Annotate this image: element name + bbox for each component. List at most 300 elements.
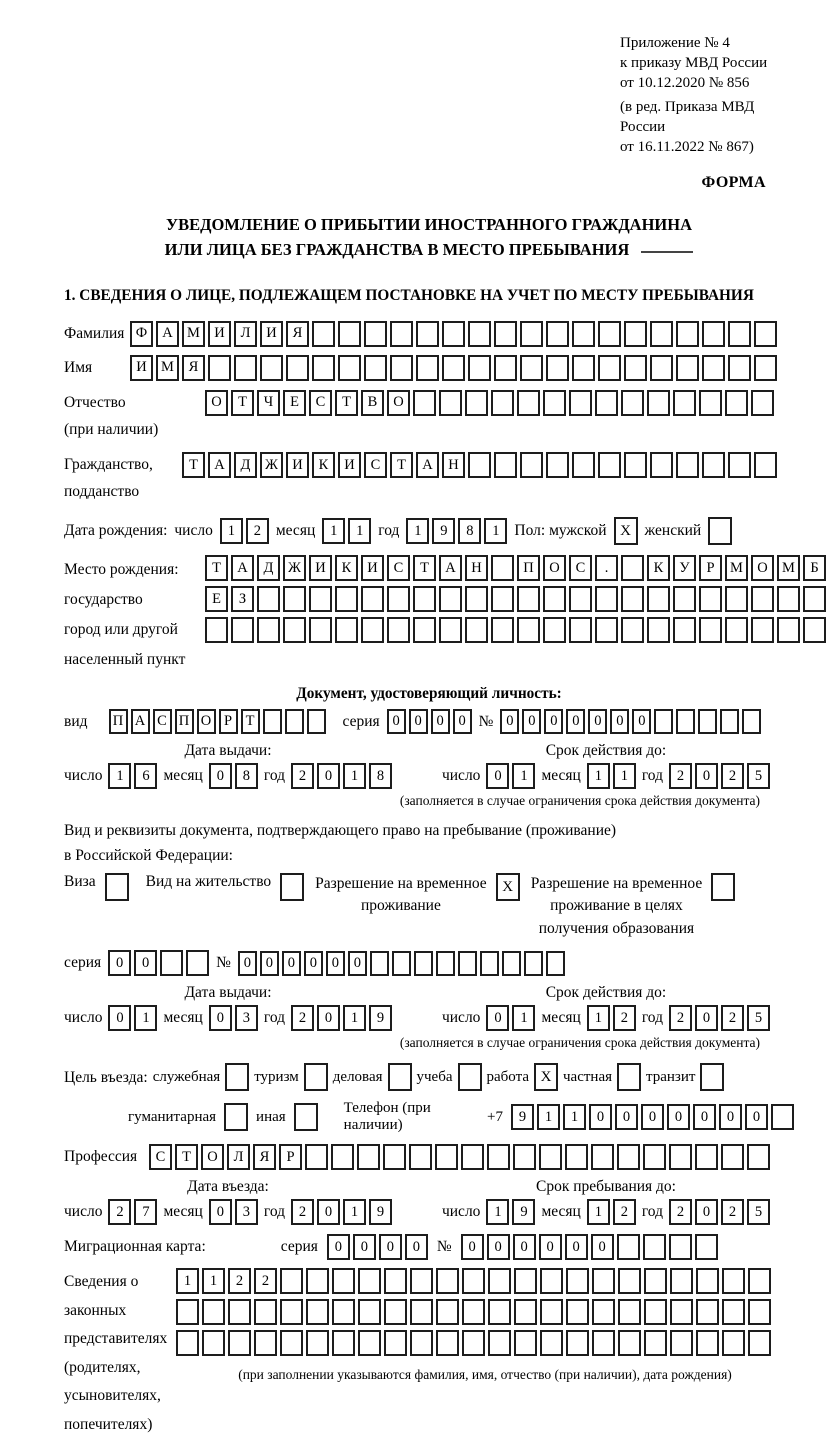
doc-number-cell[interactable]: 0 xyxy=(522,709,541,734)
date-cell[interactable]: 9 xyxy=(512,1199,535,1225)
date-cell[interactable]: 2 xyxy=(291,1005,314,1031)
given-name-cell[interactable] xyxy=(520,355,543,381)
date-cell[interactable]: 2 xyxy=(669,1005,692,1031)
date-cell[interactable]: 8 xyxy=(369,763,392,789)
representatives-cell[interactable] xyxy=(306,1330,329,1356)
representatives-cell[interactable] xyxy=(280,1330,303,1356)
phone-cell[interactable]: 1 xyxy=(563,1104,586,1130)
date-cell[interactable]: 2 xyxy=(291,763,314,789)
representatives-cell[interactable] xyxy=(488,1330,511,1356)
birth-place-cell[interactable] xyxy=(413,617,436,643)
migration-number-cell[interactable]: 0 xyxy=(565,1234,588,1260)
residence-number-cell[interactable] xyxy=(392,951,411,976)
date-cell[interactable]: 7 xyxy=(134,1199,157,1225)
patronymic-cell[interactable] xyxy=(413,390,436,416)
representatives-cell[interactable] xyxy=(306,1299,329,1325)
profession-cell[interactable]: О xyxy=(201,1144,224,1170)
profession-cell[interactable] xyxy=(435,1144,458,1170)
given-name-cell[interactable] xyxy=(390,355,413,381)
patronymic-cell[interactable]: Е xyxy=(283,390,306,416)
representatives-cell[interactable] xyxy=(696,1299,719,1325)
given-name-cell[interactable] xyxy=(546,355,569,381)
surname-cell[interactable] xyxy=(546,321,569,347)
birth-place-cell[interactable]: К xyxy=(647,555,670,581)
date-cell[interactable]: 0 xyxy=(108,1005,131,1031)
representatives-cell[interactable] xyxy=(540,1330,563,1356)
doc-series-cell[interactable]: 0 xyxy=(387,709,406,734)
citizenship-cell[interactable] xyxy=(494,452,517,478)
birth-place-cell[interactable] xyxy=(335,617,358,643)
phone-cell[interactable]: 9 xyxy=(511,1104,534,1130)
citizenship-cell[interactable]: А xyxy=(416,452,439,478)
citizenship-cell[interactable]: К xyxy=(312,452,335,478)
date-cell[interactable]: 3 xyxy=(235,1005,258,1031)
surname-cell[interactable] xyxy=(624,321,647,347)
residence-permit-cell[interactable] xyxy=(280,873,304,901)
representatives-cell[interactable] xyxy=(410,1268,433,1294)
phone-cell[interactable] xyxy=(771,1104,794,1130)
representatives-cell[interactable] xyxy=(722,1299,745,1325)
date-cell[interactable]: 1 xyxy=(512,763,535,789)
birth-place-cell[interactable] xyxy=(491,555,514,581)
date-cell[interactable]: 0 xyxy=(317,763,340,789)
surname-cell[interactable] xyxy=(312,321,335,347)
citizenship-cell[interactable] xyxy=(598,452,621,478)
doc-kind-cell[interactable]: П xyxy=(109,709,128,734)
birth-place-cell[interactable]: С xyxy=(569,555,592,581)
birth-place-cell[interactable] xyxy=(439,617,462,643)
purpose-cell[interactable] xyxy=(700,1063,724,1091)
representatives-cell[interactable]: 2 xyxy=(254,1268,277,1294)
representatives-cell[interactable] xyxy=(748,1268,771,1294)
date-cell[interactable]: 0 xyxy=(317,1199,340,1225)
purpose-cell[interactable] xyxy=(458,1063,482,1091)
given-name-cell[interactable] xyxy=(598,355,621,381)
birth-place-cell[interactable]: . xyxy=(595,555,618,581)
representatives-cell[interactable] xyxy=(202,1299,225,1325)
citizenship-cell[interactable] xyxy=(702,452,725,478)
purpose-cell[interactable] xyxy=(294,1103,318,1131)
surname-cell[interactable]: Я xyxy=(286,321,309,347)
profession-cell[interactable] xyxy=(331,1144,354,1170)
birth-place-cell[interactable]: Б xyxy=(803,555,826,581)
birth-place-cell[interactable] xyxy=(595,617,618,643)
date-cell[interactable]: 1 xyxy=(134,1005,157,1031)
citizenship-cell[interactable]: Т xyxy=(182,452,205,478)
date-cell[interactable]: 8 xyxy=(235,763,258,789)
birth-place-cell[interactable] xyxy=(777,617,800,643)
citizenship-cell[interactable] xyxy=(468,452,491,478)
birth-place-cell[interactable] xyxy=(699,617,722,643)
surname-cell[interactable] xyxy=(494,321,517,347)
birth-place-cell[interactable]: П xyxy=(517,555,540,581)
birth-place-cell[interactable]: И xyxy=(361,555,384,581)
given-name-cell[interactable] xyxy=(442,355,465,381)
surname-cell[interactable]: И xyxy=(208,321,231,347)
birth-place-cell[interactable]: М xyxy=(777,555,800,581)
doc-kind-cell[interactable]: Т xyxy=(241,709,260,734)
birth-year-cell[interactable]: 9 xyxy=(432,518,455,544)
given-name-cell[interactable] xyxy=(260,355,283,381)
surname-cell[interactable] xyxy=(416,321,439,347)
date-cell[interactable]: 0 xyxy=(317,1005,340,1031)
representatives-cell[interactable] xyxy=(488,1268,511,1294)
phone-cell[interactable]: 0 xyxy=(745,1104,768,1130)
doc-number-cell[interactable]: 0 xyxy=(632,709,651,734)
given-name-cell[interactable] xyxy=(754,355,777,381)
representatives-cell[interactable] xyxy=(748,1330,771,1356)
representatives-cell[interactable] xyxy=(748,1299,771,1325)
doc-series-cell[interactable]: 0 xyxy=(453,709,472,734)
birth-place-cell[interactable] xyxy=(465,617,488,643)
temp-permit-cell[interactable]: X xyxy=(496,873,520,901)
representatives-cell[interactable] xyxy=(566,1330,589,1356)
migration-number-cell[interactable] xyxy=(695,1234,718,1260)
migration-number-cell[interactable] xyxy=(617,1234,640,1260)
given-name-cell[interactable] xyxy=(234,355,257,381)
surname-cell[interactable] xyxy=(754,321,777,347)
citizenship-cell[interactable]: И xyxy=(338,452,361,478)
birth-place-cell[interactable] xyxy=(777,586,800,612)
profession-cell[interactable] xyxy=(539,1144,562,1170)
residence-number-cell[interactable] xyxy=(546,951,565,976)
representatives-cell[interactable] xyxy=(566,1299,589,1325)
surname-cell[interactable]: И xyxy=(260,321,283,347)
residence-series-cell[interactable]: 0 xyxy=(134,950,157,976)
patronymic-cell[interactable] xyxy=(595,390,618,416)
date-cell[interactable]: 2 xyxy=(669,1199,692,1225)
edu-permit-cell[interactable] xyxy=(711,873,735,901)
citizenship-cell[interactable]: С xyxy=(364,452,387,478)
profession-cell[interactable] xyxy=(669,1144,692,1170)
birth-place-cell[interactable]: О xyxy=(543,555,566,581)
surname-cell[interactable] xyxy=(598,321,621,347)
doc-kind-cell[interactable] xyxy=(307,709,326,734)
doc-number-cell[interactable] xyxy=(720,709,739,734)
surname-cell[interactable]: Л xyxy=(234,321,257,347)
citizenship-cell[interactable]: Т xyxy=(390,452,413,478)
surname-cell[interactable] xyxy=(728,321,751,347)
migration-series-cell[interactable]: 0 xyxy=(379,1234,402,1260)
birth-place-cell[interactable] xyxy=(647,586,670,612)
patronymic-cell[interactable] xyxy=(673,390,696,416)
representatives-cell[interactable] xyxy=(176,1299,199,1325)
representatives-cell[interactable] xyxy=(670,1268,693,1294)
phone-cell[interactable]: 0 xyxy=(589,1104,612,1130)
surname-cell[interactable] xyxy=(390,321,413,347)
profession-cell[interactable] xyxy=(383,1144,406,1170)
residence-number-cell[interactable]: 0 xyxy=(326,951,345,976)
purpose-cell[interactable] xyxy=(388,1063,412,1091)
birth-place-cell[interactable]: А xyxy=(231,555,254,581)
patronymic-cell[interactable]: Ч xyxy=(257,390,280,416)
birth-place-cell[interactable]: О xyxy=(751,555,774,581)
representatives-cell[interactable] xyxy=(566,1268,589,1294)
sex-male-cell[interactable]: X xyxy=(614,517,638,545)
given-name-cell[interactable] xyxy=(494,355,517,381)
date-cell[interactable]: 9 xyxy=(369,1005,392,1031)
residence-number-cell[interactable] xyxy=(370,951,389,976)
date-cell[interactable]: 2 xyxy=(721,1199,744,1225)
representatives-cell[interactable]: 1 xyxy=(176,1268,199,1294)
doc-number-cell[interactable]: 0 xyxy=(566,709,585,734)
birth-place-cell[interactable] xyxy=(309,617,332,643)
birth-place-cell[interactable] xyxy=(413,586,436,612)
date-cell[interactable]: 0 xyxy=(209,1005,232,1031)
representatives-cell[interactable] xyxy=(332,1330,355,1356)
residence-series-cell[interactable] xyxy=(186,950,209,976)
representatives-cell[interactable] xyxy=(644,1268,667,1294)
doc-kind-cell[interactable]: П xyxy=(175,709,194,734)
representatives-cell[interactable] xyxy=(306,1268,329,1294)
doc-kind-cell[interactable] xyxy=(285,709,304,734)
given-name-cell[interactable] xyxy=(728,355,751,381)
representatives-cell[interactable] xyxy=(618,1299,641,1325)
birth-place-cell[interactable] xyxy=(283,617,306,643)
profession-cell[interactable] xyxy=(409,1144,432,1170)
given-name-cell[interactable] xyxy=(312,355,335,381)
profession-cell[interactable] xyxy=(721,1144,744,1170)
patronymic-cell[interactable] xyxy=(543,390,566,416)
purpose-cell[interactable] xyxy=(224,1103,248,1131)
given-name-cell[interactable]: М xyxy=(156,355,179,381)
profession-cell[interactable]: Р xyxy=(279,1144,302,1170)
representatives-cell[interactable] xyxy=(462,1268,485,1294)
birth-year-cell[interactable]: 1 xyxy=(484,518,507,544)
birth-year-cell[interactable]: 8 xyxy=(458,518,481,544)
migration-series-cell[interactable]: 0 xyxy=(327,1234,350,1260)
date-cell[interactable]: 0 xyxy=(695,1199,718,1225)
birth-place-cell[interactable] xyxy=(647,617,670,643)
doc-number-cell[interactable] xyxy=(676,709,695,734)
residence-number-cell[interactable]: 0 xyxy=(282,951,301,976)
representatives-cell[interactable] xyxy=(332,1268,355,1294)
birth-place-cell[interactable]: К xyxy=(335,555,358,581)
surname-cell[interactable] xyxy=(364,321,387,347)
surname-cell[interactable] xyxy=(650,321,673,347)
representatives-cell[interactable] xyxy=(722,1330,745,1356)
representatives-cell[interactable] xyxy=(462,1330,485,1356)
date-cell[interactable]: 0 xyxy=(486,1005,509,1031)
representatives-cell[interactable] xyxy=(592,1268,615,1294)
residence-number-cell[interactable] xyxy=(414,951,433,976)
surname-cell[interactable] xyxy=(572,321,595,347)
representatives-cell[interactable] xyxy=(618,1330,641,1356)
birth-place-cell[interactable]: Н xyxy=(465,555,488,581)
representatives-cell[interactable] xyxy=(202,1330,225,1356)
profession-cell[interactable] xyxy=(747,1144,770,1170)
birth-place-cell[interactable] xyxy=(335,586,358,612)
date-cell[interactable]: 5 xyxy=(747,1005,770,1031)
given-name-cell[interactable] xyxy=(338,355,361,381)
surname-cell[interactable] xyxy=(468,321,491,347)
birth-day-cell[interactable]: 2 xyxy=(246,518,269,544)
citizenship-cell[interactable] xyxy=(520,452,543,478)
citizenship-cell[interactable]: Ж xyxy=(260,452,283,478)
migration-number-cell[interactable] xyxy=(669,1234,692,1260)
date-cell[interactable]: 2 xyxy=(108,1199,131,1225)
profession-cell[interactable] xyxy=(357,1144,380,1170)
representatives-cell[interactable] xyxy=(358,1299,381,1325)
date-cell[interactable]: 3 xyxy=(235,1199,258,1225)
given-name-cell[interactable] xyxy=(286,355,309,381)
birth-place-cell[interactable] xyxy=(465,586,488,612)
birth-place-cell[interactable] xyxy=(725,586,748,612)
given-name-cell[interactable] xyxy=(676,355,699,381)
patronymic-cell[interactable] xyxy=(491,390,514,416)
representatives-cell[interactable] xyxy=(254,1330,277,1356)
patronymic-cell[interactable] xyxy=(647,390,670,416)
representatives-cell[interactable] xyxy=(280,1268,303,1294)
birth-place-cell[interactable] xyxy=(361,586,384,612)
representatives-cell[interactable] xyxy=(332,1299,355,1325)
representatives-cell[interactable] xyxy=(436,1268,459,1294)
birth-place-cell[interactable] xyxy=(361,617,384,643)
birth-month-cell[interactable]: 1 xyxy=(322,518,345,544)
representatives-cell[interactable] xyxy=(618,1268,641,1294)
given-name-cell[interactable] xyxy=(650,355,673,381)
profession-cell[interactable] xyxy=(695,1144,718,1170)
profession-cell[interactable] xyxy=(461,1144,484,1170)
citizenship-cell[interactable] xyxy=(624,452,647,478)
given-name-cell[interactable] xyxy=(468,355,491,381)
representatives-cell[interactable] xyxy=(436,1330,459,1356)
birth-place-cell[interactable] xyxy=(595,586,618,612)
birth-place-cell[interactable] xyxy=(517,617,540,643)
date-cell[interactable]: 9 xyxy=(369,1199,392,1225)
given-name-cell[interactable] xyxy=(364,355,387,381)
profession-cell[interactable] xyxy=(643,1144,666,1170)
given-name-cell[interactable] xyxy=(702,355,725,381)
doc-number-cell[interactable]: 0 xyxy=(500,709,519,734)
birth-place-cell[interactable] xyxy=(257,617,280,643)
birth-year-cell[interactable]: 1 xyxy=(406,518,429,544)
purpose-cell[interactable]: X xyxy=(534,1063,558,1091)
doc-number-cell[interactable]: 0 xyxy=(588,709,607,734)
birth-place-cell[interactable]: Т xyxy=(205,555,228,581)
representatives-cell[interactable]: 1 xyxy=(202,1268,225,1294)
birth-place-cell[interactable] xyxy=(543,617,566,643)
phone-cell[interactable]: 0 xyxy=(693,1104,716,1130)
date-cell[interactable]: 1 xyxy=(512,1005,535,1031)
given-name-cell[interactable] xyxy=(416,355,439,381)
residence-number-cell[interactable] xyxy=(458,951,477,976)
birth-place-cell[interactable] xyxy=(257,586,280,612)
migration-series-cell[interactable]: 0 xyxy=(353,1234,376,1260)
birth-place-cell[interactable] xyxy=(803,617,826,643)
date-cell[interactable]: 1 xyxy=(587,1005,610,1031)
date-cell[interactable]: 1 xyxy=(486,1199,509,1225)
citizenship-cell[interactable]: Д xyxy=(234,452,257,478)
doc-kind-cell[interactable]: О xyxy=(197,709,216,734)
patronymic-cell[interactable] xyxy=(517,390,540,416)
representatives-cell[interactable] xyxy=(488,1299,511,1325)
given-name-cell[interactable] xyxy=(572,355,595,381)
date-cell[interactable]: 0 xyxy=(486,763,509,789)
residence-number-cell[interactable]: 0 xyxy=(348,951,367,976)
representatives-cell[interactable] xyxy=(228,1299,251,1325)
phone-cell[interactable]: 0 xyxy=(641,1104,664,1130)
profession-cell[interactable]: Л xyxy=(227,1144,250,1170)
doc-number-cell[interactable] xyxy=(742,709,761,734)
migration-number-cell[interactable]: 0 xyxy=(461,1234,484,1260)
residence-series-cell[interactable]: 0 xyxy=(108,950,131,976)
date-cell[interactable]: 1 xyxy=(613,763,636,789)
representatives-cell[interactable] xyxy=(410,1299,433,1325)
representatives-cell[interactable] xyxy=(592,1330,615,1356)
representatives-cell[interactable] xyxy=(514,1268,537,1294)
birth-place-cell[interactable] xyxy=(621,586,644,612)
representatives-cell[interactable]: 2 xyxy=(228,1268,251,1294)
date-cell[interactable]: 2 xyxy=(669,763,692,789)
birth-place-cell[interactable] xyxy=(517,586,540,612)
birth-place-cell[interactable] xyxy=(309,586,332,612)
given-name-cell[interactable]: Я xyxy=(182,355,205,381)
phone-cell[interactable]: 0 xyxy=(667,1104,690,1130)
representatives-cell[interactable] xyxy=(540,1268,563,1294)
patronymic-cell[interactable] xyxy=(751,390,774,416)
surname-cell[interactable]: Ф xyxy=(130,321,153,347)
birth-place-cell[interactable]: Е xyxy=(205,586,228,612)
date-cell[interactable]: 0 xyxy=(695,763,718,789)
patronymic-cell[interactable] xyxy=(725,390,748,416)
doc-number-cell[interactable]: 0 xyxy=(610,709,629,734)
birth-month-cell[interactable]: 1 xyxy=(348,518,371,544)
patronymic-cell[interactable]: О xyxy=(387,390,410,416)
migration-number-cell[interactable]: 0 xyxy=(591,1234,614,1260)
given-name-cell[interactable]: И xyxy=(130,355,153,381)
profession-cell[interactable] xyxy=(617,1144,640,1170)
patronymic-cell[interactable] xyxy=(439,390,462,416)
representatives-cell[interactable] xyxy=(384,1268,407,1294)
date-cell[interactable]: 0 xyxy=(695,1005,718,1031)
birth-place-cell[interactable]: Р xyxy=(699,555,722,581)
migration-number-cell[interactable]: 0 xyxy=(513,1234,536,1260)
birth-day-cell[interactable]: 1 xyxy=(220,518,243,544)
date-cell[interactable]: 6 xyxy=(134,763,157,789)
representatives-cell[interactable] xyxy=(592,1299,615,1325)
residence-number-cell[interactable]: 0 xyxy=(260,951,279,976)
birth-place-cell[interactable]: А xyxy=(439,555,462,581)
date-cell[interactable]: 1 xyxy=(108,763,131,789)
doc-kind-cell[interactable]: С xyxy=(153,709,172,734)
doc-number-cell[interactable] xyxy=(698,709,717,734)
patronymic-cell[interactable] xyxy=(465,390,488,416)
birth-place-cell[interactable] xyxy=(231,617,254,643)
surname-cell[interactable] xyxy=(676,321,699,347)
profession-cell[interactable] xyxy=(487,1144,510,1170)
residence-number-cell[interactable] xyxy=(436,951,455,976)
representatives-cell[interactable] xyxy=(696,1268,719,1294)
representatives-cell[interactable] xyxy=(176,1330,199,1356)
purpose-cell[interactable] xyxy=(617,1063,641,1091)
citizenship-cell[interactable] xyxy=(676,452,699,478)
citizenship-cell[interactable] xyxy=(754,452,777,478)
residence-number-cell[interactable]: 0 xyxy=(238,951,257,976)
patronymic-cell[interactable] xyxy=(621,390,644,416)
doc-series-cell[interactable]: 0 xyxy=(409,709,428,734)
profession-cell[interactable] xyxy=(305,1144,328,1170)
birth-place-cell[interactable] xyxy=(491,617,514,643)
representatives-cell[interactable] xyxy=(722,1268,745,1294)
doc-number-cell[interactable]: 0 xyxy=(544,709,563,734)
representatives-cell[interactable] xyxy=(358,1268,381,1294)
profession-cell[interactable] xyxy=(565,1144,588,1170)
birth-place-cell[interactable]: Т xyxy=(413,555,436,581)
date-cell[interactable]: 5 xyxy=(747,763,770,789)
profession-cell[interactable]: Я xyxy=(253,1144,276,1170)
birth-place-cell[interactable]: З xyxy=(231,586,254,612)
